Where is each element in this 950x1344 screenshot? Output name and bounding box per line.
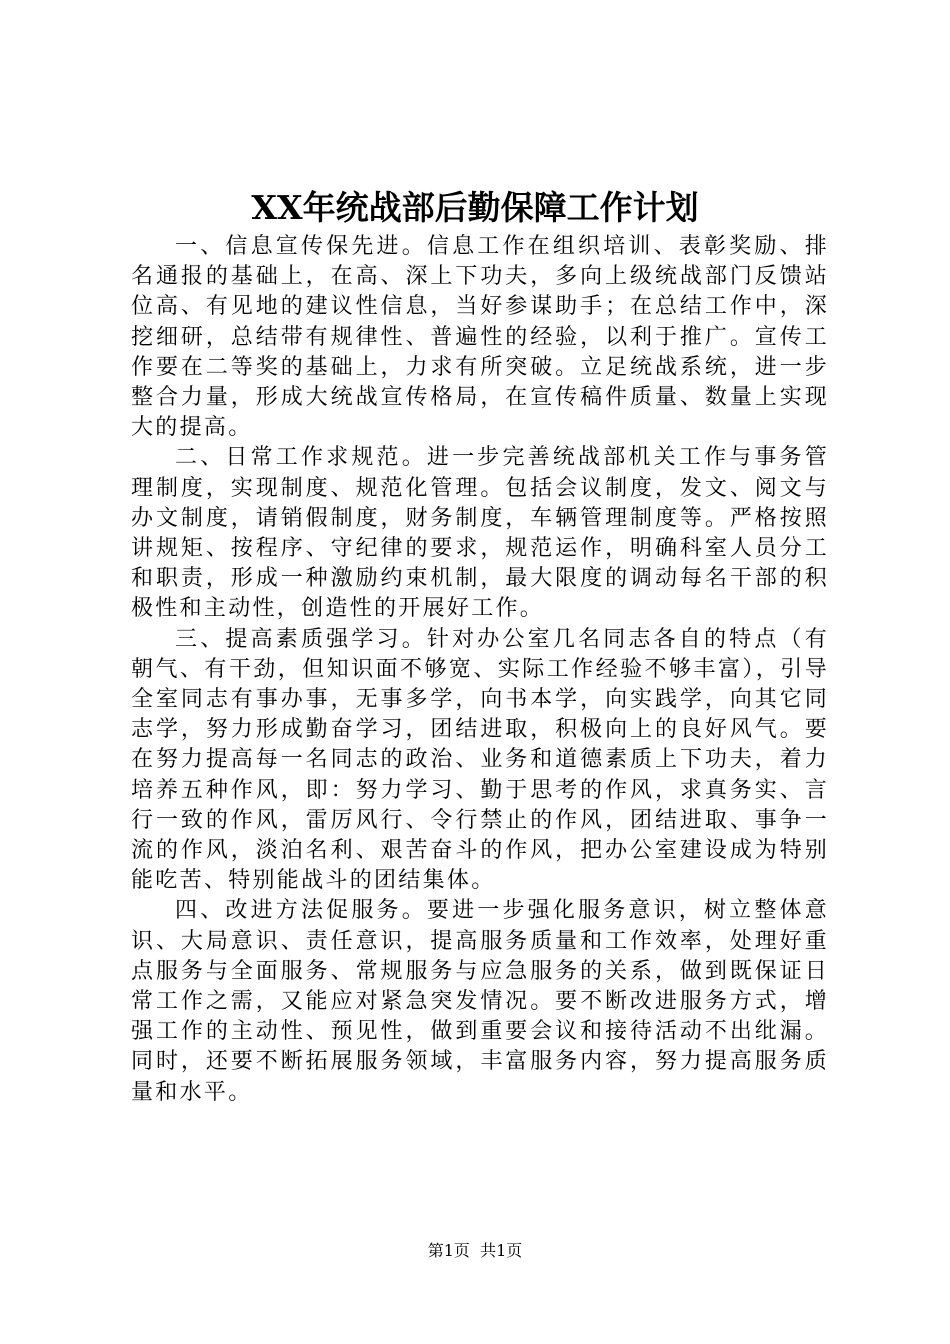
- document-body: [131, 232, 829, 1108]
- paragraph-service: 四、改进方法促服务。要进一步强化服务意识，树立整体意识、大局意识、责任意识，提高服务质量和工作效率，处理好重点服务与全面服务、常规服务与应急服务的关系，做到既保证日常工作之需，又能应对紧急突发情况。要不断改进服务方式，增强工作的主动性、预见性，做到重要会议和接待活动不出纰漏。同时，还要不断拓展服务领域，丰富服务内容，努力提高服务质量和水平。: [131, 898, 829, 1105]
- page-footer: [0, 1240, 950, 1262]
- page-number: 第1页 共1页: [427, 1241, 523, 1260]
- paragraph-daily-work: 二、日常工作求规范。进一步完善统战部机关工作与事务管理制度，实现制度、规范化管理。包括会议制度，发文、阅文与办文制度，请销假制度，财务制度，车辆管理制度等。严格按照讲规矩、按程序、守纪律的要求，规范运作，明确科室人员分工和职责，形成一种激励约束机制，最大限度的调动每名干部的积极性和主动性，创造性的开展好工作。: [131, 445, 829, 622]
- paragraph-study: 三、提高素质强学习。针对办公室几名同志各自的特点（有朝气、有干劲，但知识面不够宽、实际工作经验不够丰富），引导全室同志有事办事，无事多学，向书本学，向实践学，向其它同志学，努力形成勤奋学习，团结进取，积极向上的良好风气。要在努力提高每一名同志的政治、业务和道德素质上下功夫，着力培养五种作风，即：努力学习、勤于思考的作风，求真务实、言行一致的作风，雷厉风行、令行禁止的作风，团结进取、事争一流的作风，淡泊名利、艰苦奋斗的作风，把办公室建设成为特别能吃苦、特别能战斗的团结集体。: [131, 626, 829, 894]
- page-title: XX年统战部后勤保障工作计划: [251, 188, 699, 227]
- paragraph-information-publicity: 一、信息宣传保先进。信息工作在组织培训、表彰奖励、排名通报的基础上，在高、深上下功夫，多向上级统战部门反馈站位高、有见地的建议性信息，当好参谋助手；在总结工作中，深挖细研，总结带有规律性、普遍性的经验，以利于推广。宣传工作要在二等奖的基础上，力求有所突破。立足统战系统，进一步整合力量，形成大统战宣传格局，在宣传稿件质量、数量上实现大的提高。: [131, 234, 829, 441]
